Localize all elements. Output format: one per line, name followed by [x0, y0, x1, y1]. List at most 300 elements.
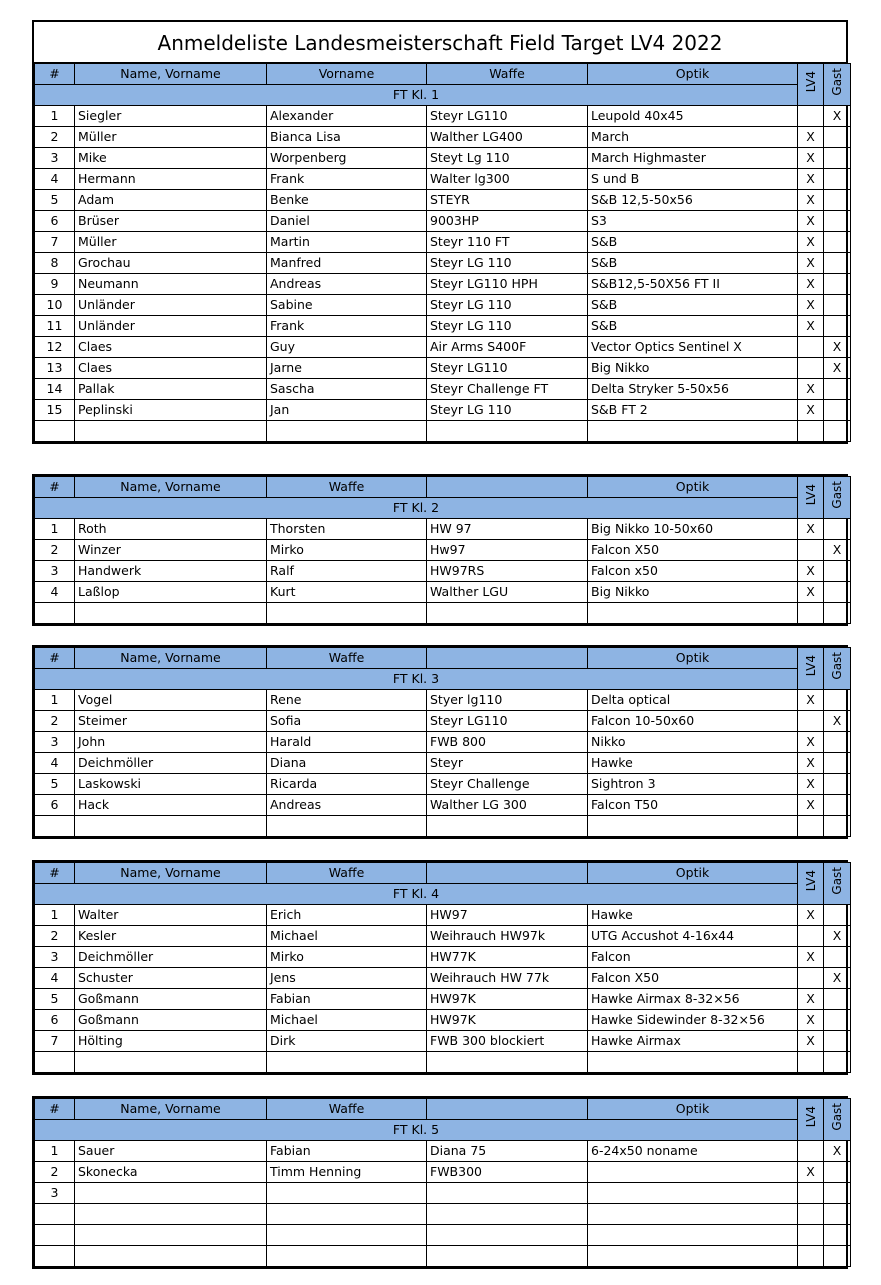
class-label: FT Kl. 1	[35, 85, 798, 106]
firstname-cell: Fabian	[267, 989, 427, 1010]
name-cell: Mike	[75, 148, 267, 169]
row-number: 10	[35, 295, 75, 316]
gast-mark: X	[824, 540, 851, 561]
table-row	[35, 148, 851, 169]
row-number: 15	[35, 400, 75, 421]
gast-header: Gast	[830, 67, 844, 96]
table-row	[35, 337, 851, 358]
lv4-mark	[798, 106, 824, 127]
gast-mark	[824, 774, 851, 795]
row-number: 2	[35, 127, 75, 148]
column-header: Name, Vorname	[75, 648, 267, 669]
gast-header: Gast	[830, 866, 844, 895]
gast-mark	[824, 753, 851, 774]
weapon-cell: FWB 800	[427, 732, 588, 753]
gast-mark	[824, 795, 851, 816]
column-header	[427, 863, 588, 884]
lv4-mark	[798, 968, 824, 989]
table-row	[35, 1183, 851, 1204]
optics-cell: Falcon X50	[588, 968, 798, 989]
lv4-header: LV4	[803, 869, 818, 892]
row-number: 2	[35, 540, 75, 561]
gast-mark	[824, 732, 851, 753]
optics-cell: S&B12,5-50X56 FT II	[588, 274, 798, 295]
gast-mark	[824, 1225, 851, 1246]
gast-mark	[824, 1162, 851, 1183]
optics-cell: Big Nikko 10-50x60	[588, 519, 798, 540]
table-row	[35, 732, 851, 753]
lv4-mark: X	[798, 295, 824, 316]
table-row	[35, 711, 851, 732]
firstname-cell: Frank	[267, 169, 427, 190]
weapon-cell: Diana 75	[427, 1141, 588, 1162]
row-number: 4	[35, 169, 75, 190]
weapon-cell: Steyr 110 FT	[427, 232, 588, 253]
firstname-cell: Kurt	[267, 582, 427, 603]
gast-mark	[824, 603, 851, 624]
name-cell: Grochau	[75, 253, 267, 274]
lv4-mark	[798, 1141, 824, 1162]
name-cell: Walter	[75, 905, 267, 926]
weapon-cell	[427, 1052, 588, 1073]
optics-cell: Vector Optics Sentinel X	[588, 337, 798, 358]
column-header: Optik	[588, 477, 798, 498]
lv4-mark: X	[798, 232, 824, 253]
column-header: #	[35, 648, 75, 669]
lv4-header: LV4	[803, 483, 818, 506]
roster-table-5	[32, 1096, 848, 1269]
lv4-mark: X	[798, 190, 824, 211]
table-row	[35, 561, 851, 582]
row-number: 5	[35, 989, 75, 1010]
gast-mark	[824, 211, 851, 232]
name-cell: Müller	[75, 232, 267, 253]
lv4-mark: X	[798, 947, 824, 968]
gast-mark: X	[824, 337, 851, 358]
weapon-cell	[427, 603, 588, 624]
name-cell: Unländer	[75, 316, 267, 337]
lv4-mark: X	[798, 519, 824, 540]
class-label: FT Kl. 2	[35, 498, 798, 519]
optics-cell: S&B FT 2	[588, 400, 798, 421]
firstname-cell: Guy	[267, 337, 427, 358]
lv4-mark: X	[798, 379, 824, 400]
table-row	[35, 232, 851, 253]
table-row	[35, 1225, 851, 1246]
row-number: 8	[35, 253, 75, 274]
weapon-cell: HW97RS	[427, 561, 588, 582]
optics-cell: S3	[588, 211, 798, 232]
optics-cell: Hawke Airmax 8-32×56	[588, 989, 798, 1010]
row-number: 3	[35, 732, 75, 753]
row-number: 4	[35, 582, 75, 603]
row-number: 6	[35, 211, 75, 232]
lv4-header: LV4	[803, 654, 818, 677]
weapon-cell: STEYR	[427, 190, 588, 211]
row-number: 13	[35, 358, 75, 379]
gast-mark	[824, 816, 851, 837]
table-row	[35, 989, 851, 1010]
optics-cell: March Highmaster	[588, 148, 798, 169]
weapon-cell: Steyr LG 110	[427, 400, 588, 421]
weapon-cell: Styer lg110	[427, 690, 588, 711]
firstname-cell: Bianca Lisa	[267, 127, 427, 148]
firstname-cell: Fabian	[267, 1141, 427, 1162]
name-cell: Roth	[75, 519, 267, 540]
gast-mark	[824, 274, 851, 295]
column-header: #	[35, 64, 75, 85]
row-number	[35, 1246, 75, 1267]
optics-cell: Hawke Sidewinder 8-32×56	[588, 1010, 798, 1031]
lv4-mark: X	[798, 753, 824, 774]
optics-cell: 6-24x50 noname	[588, 1141, 798, 1162]
table-row	[35, 690, 851, 711]
roster-table-2	[32, 474, 848, 626]
optics-cell: Falcon X50	[588, 540, 798, 561]
table-row	[35, 540, 851, 561]
name-cell: Laskowski	[75, 774, 267, 795]
column-header: Waffe	[427, 64, 588, 85]
column-header: Optik	[588, 648, 798, 669]
name-cell	[75, 1246, 267, 1267]
weapon-cell: Steyt Lg 110	[427, 148, 588, 169]
name-cell	[75, 1183, 267, 1204]
lv4-mark	[798, 1246, 824, 1267]
optics-cell: S&B	[588, 253, 798, 274]
lv4-mark	[798, 1225, 824, 1246]
firstname-cell	[267, 1052, 427, 1073]
table-row	[35, 968, 851, 989]
table-row	[35, 1010, 851, 1031]
weapon-cell: Walter lg300	[427, 169, 588, 190]
name-cell: Kesler	[75, 926, 267, 947]
gast-mark	[824, 1031, 851, 1052]
lv4-header: LV4	[803, 70, 818, 93]
row-number: 2	[35, 1162, 75, 1183]
column-header: Waffe	[267, 477, 427, 498]
name-cell: Winzer	[75, 540, 267, 561]
table-row	[35, 316, 851, 337]
row-number: 4	[35, 968, 75, 989]
firstname-cell: Manfred	[267, 253, 427, 274]
optics-cell: Falcon 10-50x60	[588, 711, 798, 732]
gast-header: Gast	[830, 1102, 844, 1131]
table-row	[35, 1162, 851, 1183]
firstname-cell: Worpenberg	[267, 148, 427, 169]
column-header: Name, Vorname	[75, 477, 267, 498]
weapon-cell: Walther LGU	[427, 582, 588, 603]
name-cell: Schuster	[75, 968, 267, 989]
firstname-cell: Rene	[267, 690, 427, 711]
lv4-mark	[798, 711, 824, 732]
lv4-mark	[798, 1183, 824, 1204]
gast-mark	[824, 232, 851, 253]
row-number: 5	[35, 774, 75, 795]
name-cell: Siegler	[75, 106, 267, 127]
row-number: 1	[35, 905, 75, 926]
firstname-cell: Ricarda	[267, 774, 427, 795]
weapon-cell	[427, 1204, 588, 1225]
table-row	[35, 947, 851, 968]
class-label: FT Kl. 4	[35, 884, 798, 905]
table-row	[35, 816, 851, 837]
name-cell: Hermann	[75, 169, 267, 190]
weapon-cell: Steyr LG 110	[427, 253, 588, 274]
name-cell: Claes	[75, 358, 267, 379]
optics-cell	[588, 421, 798, 442]
gast-mark	[824, 316, 851, 337]
table-row	[35, 274, 851, 295]
lv4-header: LV4	[803, 1105, 818, 1128]
weapon-cell	[427, 1246, 588, 1267]
lv4-mark: X	[798, 253, 824, 274]
gast-mark	[824, 1183, 851, 1204]
firstname-cell: Thorsten	[267, 519, 427, 540]
optics-cell: Nikko	[588, 732, 798, 753]
lv4-mark: X	[798, 795, 824, 816]
firstname-cell: Timm Henning	[267, 1162, 427, 1183]
table-row	[35, 106, 851, 127]
gast-mark	[824, 190, 851, 211]
weapon-cell: Steyr LG 110	[427, 316, 588, 337]
name-cell: Brüser	[75, 211, 267, 232]
table-row	[35, 400, 851, 421]
class-label: FT Kl. 3	[35, 669, 798, 690]
column-header	[427, 1099, 588, 1120]
weapon-cell: Steyr LG 110	[427, 295, 588, 316]
column-header	[427, 648, 588, 669]
row-number	[35, 603, 75, 624]
weapon-cell: Steyr LG110 HPH	[427, 274, 588, 295]
firstname-cell	[267, 1204, 427, 1225]
column-header: Name, Vorname	[75, 1099, 267, 1120]
firstname-cell	[267, 1225, 427, 1246]
optics-cell	[588, 816, 798, 837]
row-number: 9	[35, 274, 75, 295]
name-cell	[75, 816, 267, 837]
weapon-cell: 9003HP	[427, 211, 588, 232]
lv4-mark: X	[798, 582, 824, 603]
gast-mark	[824, 519, 851, 540]
optics-cell: Delta optical	[588, 690, 798, 711]
gast-mark	[824, 561, 851, 582]
gast-mark	[824, 295, 851, 316]
optics-cell: UTG Accushot 4-16x44	[588, 926, 798, 947]
row-number: 4	[35, 753, 75, 774]
row-number	[35, 816, 75, 837]
row-number: 3	[35, 148, 75, 169]
weapon-cell: HW 97	[427, 519, 588, 540]
row-number: 11	[35, 316, 75, 337]
table-row	[35, 926, 851, 947]
name-cell: Hölting	[75, 1031, 267, 1052]
name-cell: Vogel	[75, 690, 267, 711]
optics-cell	[588, 1246, 798, 1267]
weapon-cell: FWB300	[427, 1162, 588, 1183]
weapon-cell: HW97	[427, 905, 588, 926]
firstname-cell: Jens	[267, 968, 427, 989]
firstname-cell: Martin	[267, 232, 427, 253]
page-title: Anmeldeliste Landesmeisterschaft Field Target LV4 2022	[32, 20, 848, 62]
name-cell	[75, 603, 267, 624]
gast-mark	[824, 379, 851, 400]
gast-mark: X	[824, 1141, 851, 1162]
weapon-cell: FWB 300 blockiert	[427, 1031, 588, 1052]
lv4-mark	[798, 358, 824, 379]
firstname-cell: Sascha	[267, 379, 427, 400]
table-row	[35, 603, 851, 624]
lv4-mark: X	[798, 127, 824, 148]
table-row	[35, 190, 851, 211]
firstname-cell: Dirk	[267, 1031, 427, 1052]
gast-mark	[824, 127, 851, 148]
table-row	[35, 1204, 851, 1225]
roster-table-4	[32, 860, 848, 1075]
gast-mark: X	[824, 106, 851, 127]
table-row	[35, 379, 851, 400]
name-cell: Skonecka	[75, 1162, 267, 1183]
gast-header: Gast	[830, 651, 844, 680]
optics-cell	[588, 1052, 798, 1073]
table-row	[35, 795, 851, 816]
weapon-cell: Walther LG 300	[427, 795, 588, 816]
optics-cell: Hawke	[588, 753, 798, 774]
optics-cell: Sightron 3	[588, 774, 798, 795]
name-cell	[75, 1052, 267, 1073]
optics-cell: Hawke Airmax	[588, 1031, 798, 1052]
lv4-mark: X	[798, 732, 824, 753]
weapon-cell: Steyr LG110	[427, 106, 588, 127]
row-number: 7	[35, 232, 75, 253]
table-row	[35, 358, 851, 379]
optics-cell: March	[588, 127, 798, 148]
optics-cell	[588, 603, 798, 624]
table-row	[35, 753, 851, 774]
weapon-cell: HW77K	[427, 947, 588, 968]
name-cell: Laßlop	[75, 582, 267, 603]
optics-cell: Hawke	[588, 905, 798, 926]
firstname-cell: Frank	[267, 316, 427, 337]
gast-mark	[824, 947, 851, 968]
table-row	[35, 421, 851, 442]
weapon-cell: HW97K	[427, 989, 588, 1010]
gast-mark	[824, 148, 851, 169]
table-row	[35, 1031, 851, 1052]
row-number: 2	[35, 711, 75, 732]
optics-cell: S&B 12,5-50x56	[588, 190, 798, 211]
lv4-mark: X	[798, 774, 824, 795]
table-row	[35, 169, 851, 190]
name-cell: Peplinski	[75, 400, 267, 421]
weapon-cell: Weihrauch HW97k	[427, 926, 588, 947]
lv4-mark: X	[798, 1162, 824, 1183]
firstname-cell: Michael	[267, 1010, 427, 1031]
gast-mark	[824, 400, 851, 421]
row-number: 2	[35, 926, 75, 947]
row-number: 6	[35, 795, 75, 816]
gast-mark	[824, 905, 851, 926]
table-row	[35, 519, 851, 540]
row-number: 1	[35, 106, 75, 127]
optics-cell	[588, 1162, 798, 1183]
lv4-mark: X	[798, 905, 824, 926]
name-cell: Handwerk	[75, 561, 267, 582]
lv4-mark: X	[798, 316, 824, 337]
name-cell: Goßmann	[75, 989, 267, 1010]
table-row	[35, 905, 851, 926]
name-cell: Adam	[75, 190, 267, 211]
lv4-mark: X	[798, 274, 824, 295]
name-cell: Deichmöller	[75, 753, 267, 774]
gast-mark	[824, 169, 851, 190]
weapon-cell: Steyr Challenge FT	[427, 379, 588, 400]
row-number	[35, 1225, 75, 1246]
name-cell	[75, 1204, 267, 1225]
weapon-cell: Air Arms S400F	[427, 337, 588, 358]
firstname-cell: Alexander	[267, 106, 427, 127]
optics-cell: Falcon	[588, 947, 798, 968]
table-row	[35, 774, 851, 795]
gast-mark: X	[824, 926, 851, 947]
gast-header: Gast	[830, 480, 844, 509]
column-header: Waffe	[267, 863, 427, 884]
optics-cell: Big Nikko	[588, 358, 798, 379]
weapon-cell	[427, 421, 588, 442]
gast-mark: X	[824, 968, 851, 989]
firstname-cell: Jarne	[267, 358, 427, 379]
column-header: #	[35, 863, 75, 884]
header-row	[35, 477, 851, 498]
lv4-mark: X	[798, 400, 824, 421]
weapon-cell: HW97K	[427, 1010, 588, 1031]
row-number: 5	[35, 190, 75, 211]
lv4-mark: X	[798, 211, 824, 232]
firstname-cell: Jan	[267, 400, 427, 421]
column-header: Optik	[588, 1099, 798, 1120]
column-header: Optik	[588, 863, 798, 884]
header-row	[35, 1099, 851, 1120]
optics-cell: S&B	[588, 232, 798, 253]
firstname-cell	[267, 1246, 427, 1267]
lv4-mark: X	[798, 148, 824, 169]
name-cell: Hack	[75, 795, 267, 816]
header-row	[35, 863, 851, 884]
row-number: 3	[35, 1183, 75, 1204]
column-header: Name, Vorname	[75, 64, 267, 85]
column-header: Optik	[588, 64, 798, 85]
optics-cell: Falcon T50	[588, 795, 798, 816]
optics-cell	[588, 1225, 798, 1246]
gast-mark: X	[824, 358, 851, 379]
row-number	[35, 421, 75, 442]
gast-mark	[824, 253, 851, 274]
gast-mark	[824, 582, 851, 603]
column-header: Waffe	[267, 648, 427, 669]
lv4-mark	[798, 540, 824, 561]
gast-mark	[824, 1204, 851, 1225]
lv4-mark	[798, 603, 824, 624]
name-cell: Müller	[75, 127, 267, 148]
column-header: Waffe	[267, 1099, 427, 1120]
header-row	[35, 648, 851, 669]
firstname-cell: Ralf	[267, 561, 427, 582]
optics-cell: Big Nikko	[588, 582, 798, 603]
row-number: 14	[35, 379, 75, 400]
row-number: 3	[35, 561, 75, 582]
roster-table-3	[32, 645, 848, 839]
column-header: Vorname	[267, 64, 427, 85]
gast-mark: X	[824, 711, 851, 732]
